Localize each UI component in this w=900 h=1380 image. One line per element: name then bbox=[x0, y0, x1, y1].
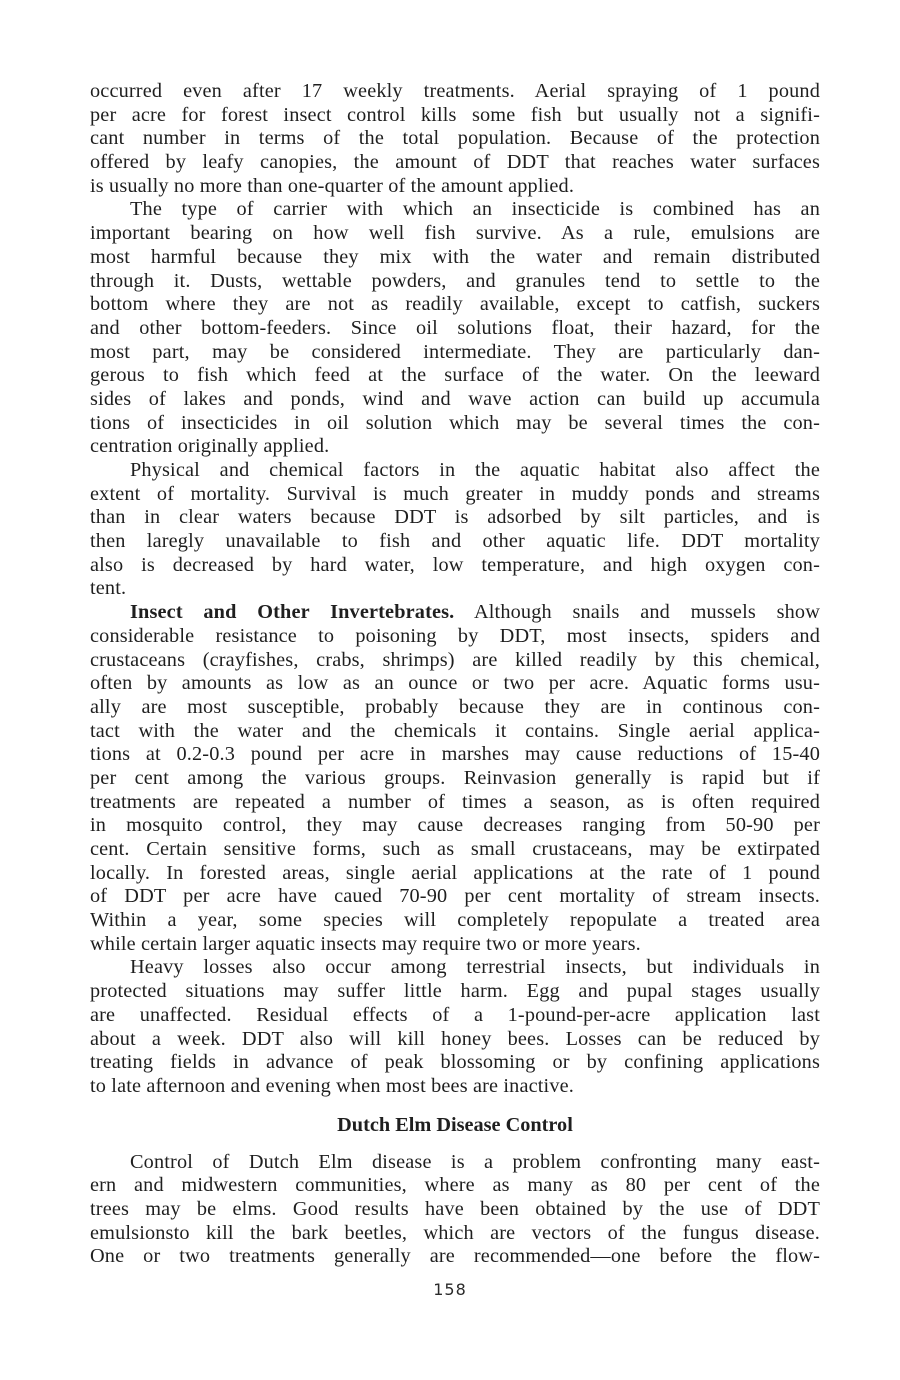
text-line: is usually no more than one-quarter of the amount applied. bbox=[90, 174, 575, 197]
text-line: locally. In forested areas, single aerial applications at the rate of 1 pound bbox=[90, 861, 820, 884]
text-line: occurred even after 17 weekly treatments. Aerial spraying of 1 pound bbox=[90, 80, 820, 102]
text-line: about a week. DDT also will kill honey bees. Losses can be reduced by bbox=[90, 1027, 820, 1050]
paragraph-terrestrial-insects bbox=[90, 956, 820, 1098]
text-line: considerable resistance to poisoning by DDT, most insects, spiders and bbox=[90, 624, 820, 647]
text-line: tact with the water and the chemicals it contains. Single aerial applica- bbox=[90, 719, 820, 742]
text-line: Within a year, some species will completely repopulate a treated area bbox=[90, 909, 820, 932]
paragraph-carrier-type bbox=[90, 198, 820, 459]
section-heading: Dutch Elm Disease Control bbox=[337, 1113, 573, 1136]
text-line: Physical and chemical factors in the aquatic habitat also affect the bbox=[130, 459, 820, 481]
text-line: in mosquito control, they may cause decreases ranging from 50-90 per bbox=[90, 814, 820, 837]
text-line: through it. Dusts, wettable powders, and granules tend to settle to the bbox=[90, 269, 820, 292]
text-line: most part, may be considered intermediate. They are particularly dan- bbox=[90, 340, 820, 363]
text-line: most harmful because they mix with the water and remain distributed bbox=[90, 245, 820, 268]
paragraph-habitat-factors bbox=[90, 459, 820, 601]
text-line: tions of insecticides in oil solution which may be several times the con- bbox=[90, 411, 820, 434]
text-line: while certain larger aquatic insects may require two or more years. bbox=[90, 932, 641, 955]
text-line: per acre for forest insect control kills some fish but usually not a signifi- bbox=[90, 103, 820, 126]
text-line: The type of carrier with which an insecticide is combined has an bbox=[130, 198, 820, 221]
text-line: crustaceans (crayfishes, crabs, shrimps) are killed readily by this chemical, bbox=[90, 648, 820, 671]
text-line: are unaffected. Residual effects of a 1-pound-per-acre application last bbox=[90, 1003, 820, 1026]
text-line: also is decreased by hard water, low temperature, and high oxygen con- bbox=[90, 553, 820, 576]
text-line: per cent among the various groups. Reinvasion generally is rapid but if bbox=[90, 766, 820, 789]
text-line: Control of Dutch Elm disease is a problem confronting many east- bbox=[130, 1150, 820, 1173]
text-line: ern and midwestern communities, where as many as 80 per cent of the bbox=[90, 1174, 820, 1197]
paragraph-invertebrates bbox=[90, 601, 820, 956]
text-fragment: Although snails and mussels show bbox=[454, 601, 820, 624]
text-line: protected situations may suffer little harm. Egg and pupal stages usually bbox=[90, 980, 820, 1003]
text-line: important bearing on how well fish survive. As a rule, emulsions are bbox=[90, 222, 820, 245]
text-line: treatments are repeated a number of times a season, as is often required bbox=[90, 790, 820, 813]
text-line: gerous to fish which feed at the surface of the water. On the leeward bbox=[90, 364, 820, 387]
paragraph-fish-spraying bbox=[90, 80, 820, 198]
text-line: Heavy losses also occur among terrestrial insects, but individuals in bbox=[130, 956, 820, 979]
text-line: sides of lakes and ponds, wind and wave action can build up accumula bbox=[90, 387, 820, 410]
text-line: of DDT per acre have caued 70-90 per cent mortality of stream insects. bbox=[90, 885, 820, 908]
text-line: tent. bbox=[90, 577, 127, 600]
text-line: offered by leafy canopies, the amount of DDT that reaches water surfaces bbox=[90, 151, 820, 174]
text-line: centration originally applied. bbox=[90, 435, 330, 458]
paragraph-dutch-elm bbox=[90, 1151, 820, 1269]
text-line: bottom where they are not as readily available, except to catfish, suckers bbox=[90, 293, 820, 316]
text-line: tions at 0.2-0.3 pound per acre in marshes may cause reductions of 15-40 bbox=[90, 743, 820, 766]
text-line: than in clear waters because DDT is adsorbed by silt particles, and is bbox=[90, 506, 820, 529]
text-line: extent of mortality. Survival is much greater in muddy ponds and streams bbox=[90, 482, 820, 505]
text-line: cant number in terms of the total population. Because of the protection bbox=[90, 127, 820, 150]
text-line: treating fields in advance of peak blossoming or by confining applications bbox=[90, 1051, 820, 1074]
text-line: cent. Certain sensitive forms, such as small crustaceans, may be extirpated bbox=[90, 838, 820, 860]
text-line: ally are most susceptible, probably because they are in continous con- bbox=[90, 695, 820, 718]
text-line: and other bottom-feeders. Since oil solutions float, their hazard, for the bbox=[90, 316, 820, 339]
text-line: emulsionsto kill the bark beetles, which are vectors of the fungus disease. bbox=[90, 1221, 820, 1244]
text-line: then laregly unavailable to fish and other aquatic life. DDT mortality bbox=[90, 530, 820, 553]
run-in-heading: Insect and Other Invertebrates. bbox=[130, 601, 455, 624]
text-line: One or two treatments generally are recommended—one before the flow- bbox=[90, 1245, 820, 1268]
page-number: 158 bbox=[433, 1280, 467, 1299]
page-body bbox=[90, 80, 820, 1269]
text-line: trees may be elms. Good results have been obtained by the use of DDT bbox=[90, 1197, 820, 1220]
text-line: to late afternoon and evening when most bees are inactive. bbox=[90, 1074, 575, 1097]
text-line bbox=[90, 601, 820, 625]
text-line: often by amounts as low as an ounce or two per acre. Aquatic forms usu- bbox=[90, 672, 820, 695]
